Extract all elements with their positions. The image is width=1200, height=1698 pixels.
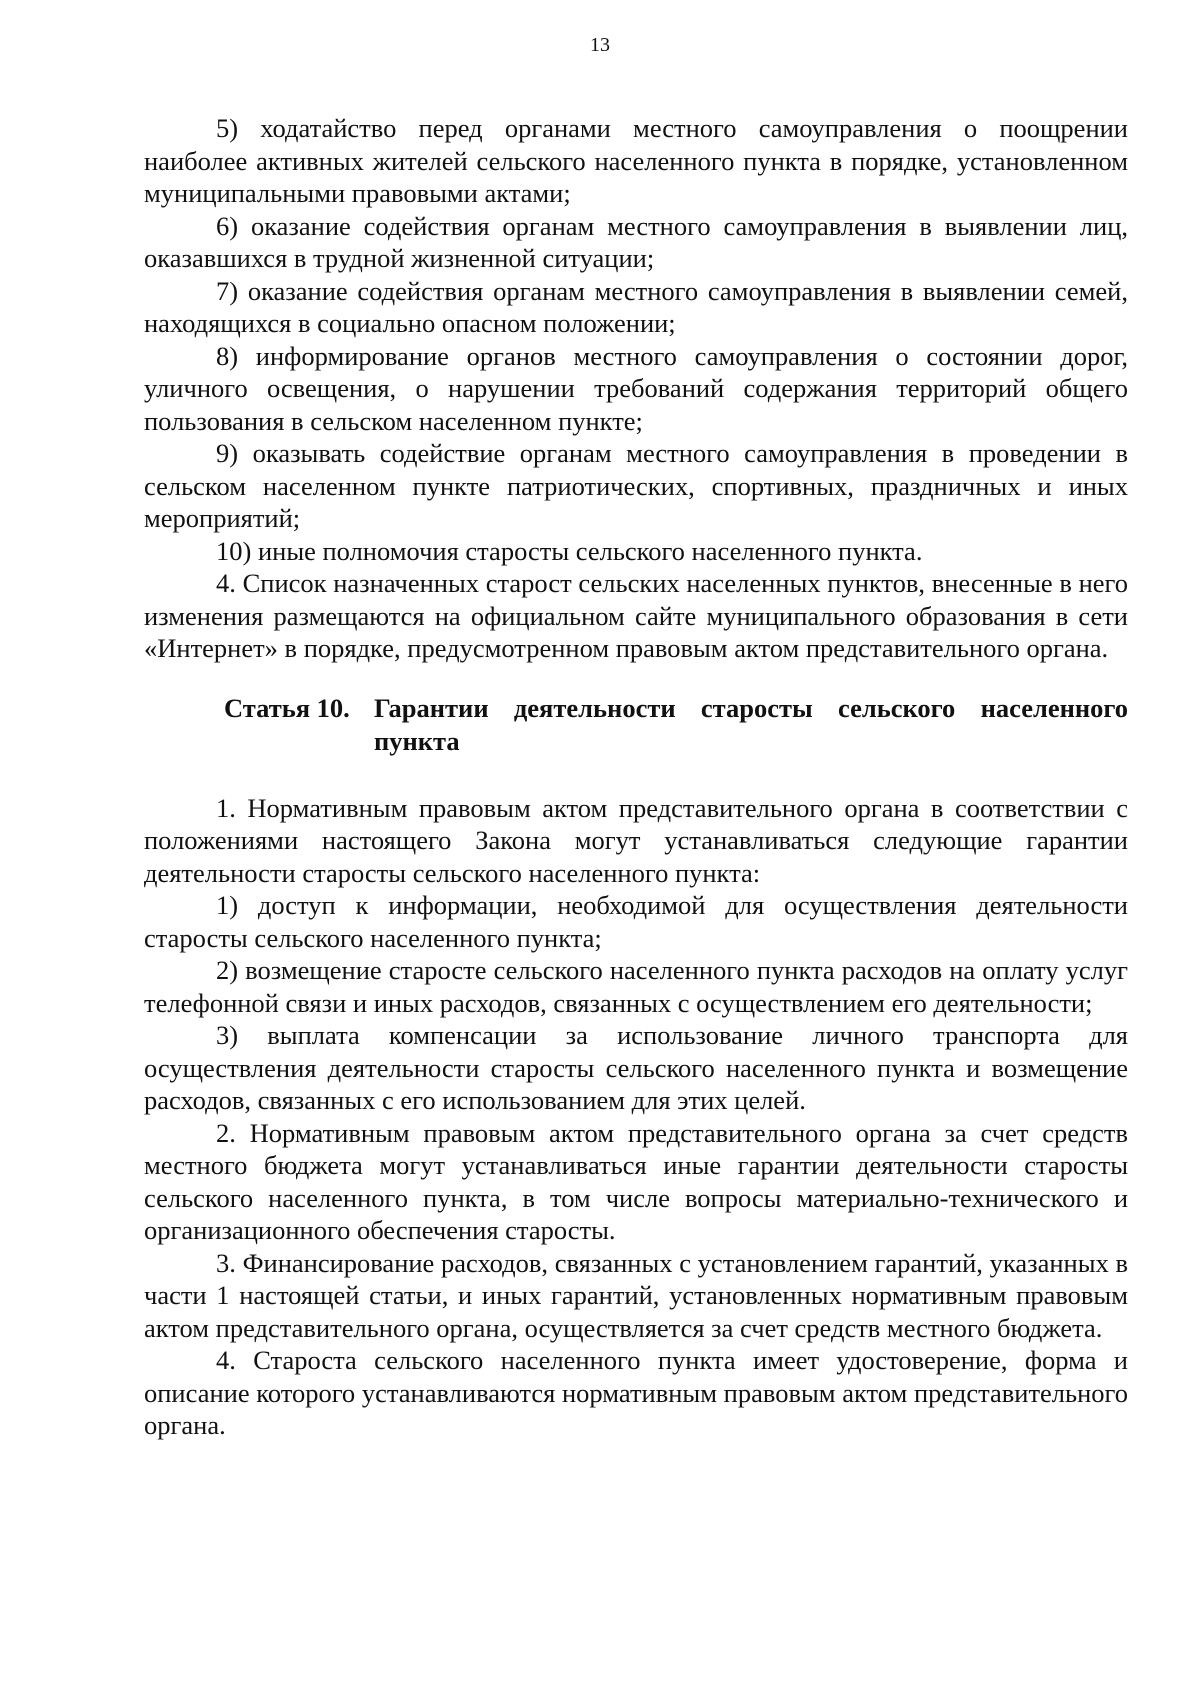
article-part-1: 1. Нормативным правовым актом представительного органа в соответствии с положениями настоящего Закона могут устанавливаться следующие гарантии деятельности старосты сельского населенного пункта: [144,792,1128,888]
paragraph-part-4: 4. Список назначенных старост сельских населенных пунктов, внесенные в него изменения размещаются на официальном сайте муниципального образования в сети «Интернет» в порядке, предусмотренном правовым актом представительного органа. [144,568,1128,663]
article-item-1: 1) доступ к информации, необходимой для осуществления деятельности старосты сельского населенного пункта; [144,890,1128,953]
article-part-4: 4. Староста сельского населенного пункта имеет удостоверение, форма и описание которого устанавливаются нормативным правовым актом представительного органа. [144,1345,1128,1440]
paragraph-item-8: 8) информирование органов местного самоуправления о состоянии дорог, уличного освещения, о нарушении требований содержания территорий общего пользования в сельском населенном пункте; [144,340,1128,436]
paragraph-item-7: 7) оказание содействия органам местного самоуправления в выявлении семей, находящихся в социально опасном положении; [144,275,1128,338]
page-number: 13 [590,34,610,56]
article-number: Статья 10. [224,692,350,723]
article-title: Гарантии деятельности старосты сельского населенного пункта [374,692,1128,756]
paragraph-item-10: 10) иные полномочия старосты сельского населенного пункта. [216,535,923,566]
article-item-2: 2) возмещение старосте сельского населенного пункта расходов на оплату услуг телефонной связи и иных расходов, связанных с осуществлением его деятельности; [144,955,1128,1018]
article-part-2: 2. Нормативным правовым актом представительного органа за счет средств местного бюджета могут устанавливаться иные гарантии деятельности старосты сельского населенного пункта, в том числе вопросы материально-технического и организационного обеспечения старосты. [144,1117,1128,1245]
paragraph-item-5: 5) ходатайство перед органами местного самоуправления о поощрении наиболее активных жителей сельского населенного пункта в порядке, установленном муниципальными правовыми актами; [144,113,1128,208]
article-part-3: 3. Финансирование расходов, связанных с установлением гарантий, указанных в части 1 настоящей статьи, и иных гарантий, установленных нормативным правовым актом представительного органа, осуществляется за счет средств местного бюджета. [144,1247,1128,1343]
article-item-3: 3) выплата компенсации за использование личного транспорта для осуществления деятельности старосты сельского населенного пункта и возмещение расходов, связанных с его использованием для этих целей. [144,1020,1128,1115]
article-heading [144,692,1128,758]
paragraph-item-9: 9) оказывать содействие органам местного самоуправления в проведении в сельском населенном пункте патриотических, спортивных, праздничных и иных мероприятий; [144,438,1128,533]
document-body [144,112,1128,1442]
paragraph-item-6: 6) оказание содействия органам местного самоуправления в выявлении лиц, оказавшихся в трудной жизненной ситуации; [144,210,1128,273]
